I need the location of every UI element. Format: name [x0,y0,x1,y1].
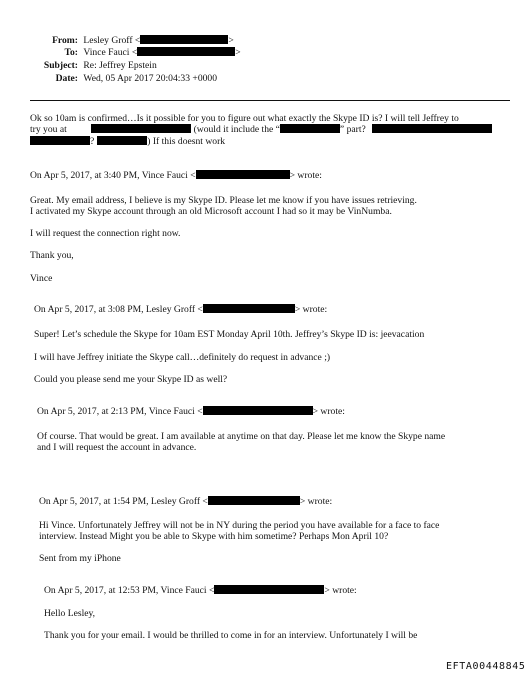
document-id: EFTA00448845 [446,661,525,672]
body-line: Ok so 10am is confirmed…Is it possible for you to figure out what exactly the Skype ID is? I will tell Jeffrey to [30,113,459,124]
redaction-box [30,136,90,145]
redaction-box [203,304,295,313]
body-line: Vince [30,273,53,284]
redaction-box [196,170,290,179]
body-line: Thank you for your email. I would be thrilled to come in for an interview. Unfortunately I will be [44,630,418,641]
body-line: Super! Let’s schedule the Skype for 10am EST Monday April 10th. Jeffrey’s Skype ID is: jeevacation [34,329,425,340]
header-subject [0,60,157,71]
quote-line: On Apr 5, 2017, at 3:40 PM, Vince Fauci < > wrote: [30,170,322,181]
body-line: Could you please send me your Skype ID as well? [34,374,228,385]
quote-line: On Apr 5, 2017, at 12:53 PM, Vince Fauci < > wrote: [44,585,357,596]
header-from: From: Lesley Groff < > [0,35,234,46]
quote-line: On Apr 5, 2017, at 2:13 PM, Vince Fauci < > wrote: [37,406,345,417]
to-value: Vince Fauci < [83,47,138,58]
body-line: Hello Lesley, [44,608,96,619]
body-line: and I will request the account in advance. [37,442,197,453]
body-line: Thank you, [30,250,74,261]
date-value: Wed, 05 Apr 2017 20:04:33 +0000 [83,73,218,84]
body-line: I will request the connection right now. [30,228,181,239]
subject-label: Subject: [43,60,78,71]
header-date [0,73,217,84]
redaction-box [137,47,235,56]
header-to: To: Vince Fauci < > [0,47,241,58]
body-line: I will have Jeffrey initiate the Skype call…definitely do request in advance ;) [34,352,331,363]
to-label: To: [64,47,78,58]
redaction-box [203,406,313,415]
body-line: Of course. That would be great. I am available at anytime on that day. Please let me know the Skype name [37,431,446,442]
redaction-box [97,136,147,145]
body-line: I activated my Skype account through an old Microsoft account I had so it may be VinNumba. [30,206,392,217]
body-line: try you at (would it include the “ ” part? [30,124,492,135]
body-line: Hi Vince. Unfortunately Jeffrey will not be in NY during the period you have available for a face to face [39,520,440,531]
subject-value: Re: Jeffrey Epstein [83,60,157,71]
redaction-box [140,35,228,44]
from-label: From: [52,35,78,46]
quote-line: On Apr 5, 2017, at 3:08 PM, Lesley Groff < > wrote: [34,304,328,315]
redaction-box [208,496,300,505]
body-line: Great. My email address, I believe is my Skype ID. Please let me know if you have issues retrieving. [30,195,417,206]
body-line: interview. Instead Might you be able to Skype with him sometime? Perhaps Mon April 10? [39,531,389,542]
redaction-box [372,124,492,133]
body-line: ? ) If this doesnt work [30,136,225,147]
redaction-box [214,585,324,594]
body-line: Sent from my iPhone [39,553,121,564]
from-value: Lesley Groff < [83,35,141,46]
redaction-box [280,124,340,133]
header-divider [30,100,510,101]
quote-line: On Apr 5, 2017, at 1:54 PM, Lesley Groff < > wrote: [39,496,333,507]
date-label: Date: [55,73,78,84]
redaction-box [91,124,191,133]
